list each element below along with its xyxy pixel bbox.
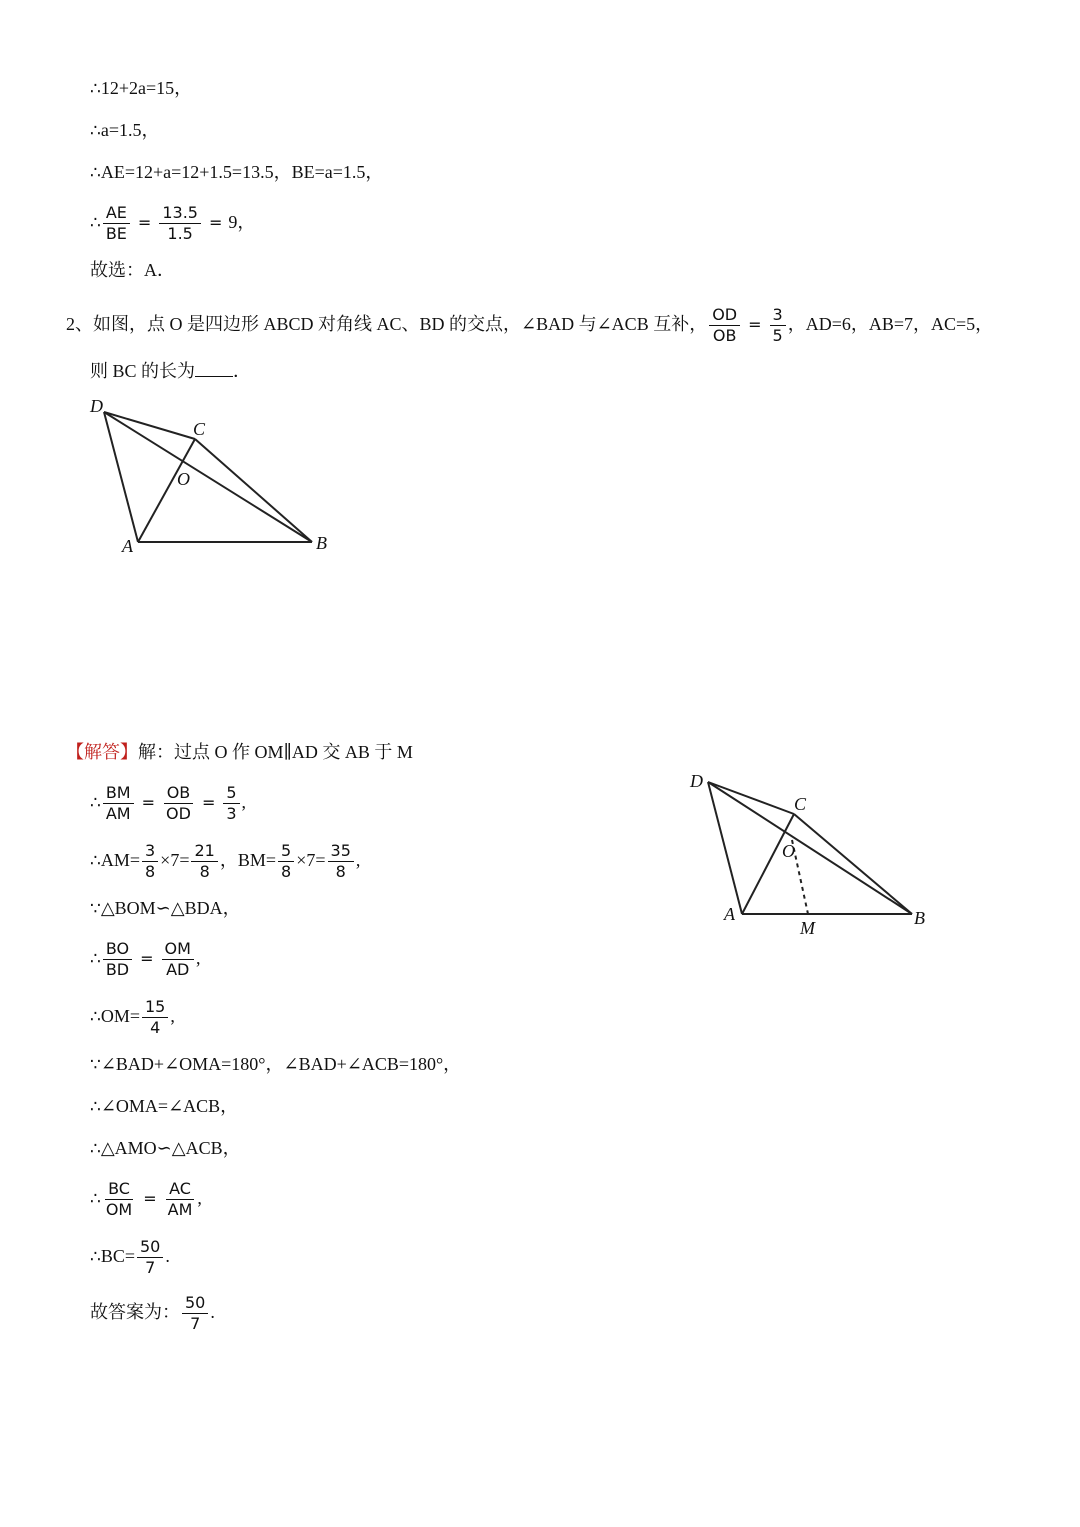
fig2-label-d: D xyxy=(690,771,703,791)
fig1-label-o: O xyxy=(177,469,190,489)
final-answer: 故答案为： $\frac{50}{7}$ . xyxy=(90,1293,215,1334)
line-2-text: a=1.5， xyxy=(100,120,160,140)
step-4: ∴ $\frac{BO}{BD}$ = $\frac{OM}{AD}$ , xyxy=(90,939,201,980)
step-1: ∴ $\frac{BM}{AM}$ = $\frac{OB}{OD}$ = $\frac{5}{3}$ , xyxy=(90,783,247,824)
problem-statement: 2、如图，点 O 是四边形 ABCD 对角线 AC、BD 的交点，∠BAD 与∠ACB 互补， $\frac{OD}{OB}$ = $\frac{3}{5}$ ，AD=6，AB=7，AC=5， xyxy=(66,305,994,346)
step-5: ∴OM= $\frac{15}{4}$ , xyxy=(90,997,175,1038)
problem-text-a: 如图，点 O 是四边形 ABCD 对角线 AC、BD 的交点，∠BAD 与∠ACB 互补， xyxy=(93,314,708,334)
answer-blank xyxy=(195,358,233,377)
fraction-13-5-1-5: $\frac{13.5}{1.5}$ xyxy=(159,203,201,244)
line-1 xyxy=(90,76,192,101)
fig1-label-a: A xyxy=(122,536,133,556)
therefore-symbol: ∴ xyxy=(90,121,101,141)
figure-solution xyxy=(680,762,950,942)
fraction-ae-be: $\frac{AE}{BE}$ xyxy=(103,203,130,244)
fraction-3-5: $\frac{3}{5}$ xyxy=(770,305,786,346)
problem-text-b: ，AD=6，AB=7，AC=5， xyxy=(787,314,994,334)
solution-tag: 【解答】 xyxy=(66,742,138,762)
step-10: ∴BC= $\frac{50}{7}$ . xyxy=(90,1237,170,1278)
therefore-symbol: ∴ xyxy=(90,79,101,99)
fig2-label-o: O xyxy=(782,841,795,861)
line-4-tail: 9， xyxy=(228,212,256,232)
fig2-label-m: M xyxy=(800,918,815,938)
figure-quadrilateral xyxy=(80,392,350,562)
problem-number: 2、 xyxy=(66,314,93,334)
step-9: ∴ $\frac{BC}{OM}$ = $\frac{AC}{AM}$ , xyxy=(90,1179,202,1220)
line-3-text: AE=12+a=12+1.5=13.5，BE=a=1.5， xyxy=(100,162,384,182)
fig2-label-a: A xyxy=(724,904,735,924)
fig2-label-b: B xyxy=(914,908,925,928)
line-4: ∴ $\frac{AE}{BE}$ = $\frac{13.5}{1.5}$ = 9， xyxy=(90,203,256,244)
fig1-label-b: B xyxy=(316,533,327,553)
step-3: ∵△BOM∽△BDA， xyxy=(90,898,241,919)
fig1-label-c: C xyxy=(193,419,206,439)
solution-intro xyxy=(66,740,413,764)
therefore-symbol: ∴ xyxy=(90,213,101,233)
line-1-text: 12+2a=15， xyxy=(100,78,193,98)
line-5: 故选：A． xyxy=(90,260,175,280)
problem-question: 则 BC 的长为 ． xyxy=(90,358,251,383)
step-6: ∵∠BAD+∠OMA=180°，∠BAD+∠ACB=180°， xyxy=(90,1054,462,1075)
step-7: ∴∠OMA=∠ACB， xyxy=(90,1096,239,1117)
therefore-symbol: ∴ xyxy=(90,163,101,183)
fig2-label-c: C xyxy=(794,794,807,814)
step-8: ∴△AMO∽△ACB， xyxy=(90,1138,241,1159)
fraction-od-ob: $\frac{OD}{OB}$ xyxy=(709,305,740,346)
step-2: ∴AM= $\frac{3}{8}$ ×7= $\frac{21}{8}$ ，BM= $\frac{5}{8}$ ×7= $\frac{35}{8}$ , xyxy=(90,841,361,882)
solution-intro-text: 解：过点 O 作 OM∥AD 交 AB 于 M xyxy=(138,742,413,762)
fig1-label-d: D xyxy=(90,396,103,416)
line-2 xyxy=(90,118,159,143)
line-3 xyxy=(90,160,383,185)
